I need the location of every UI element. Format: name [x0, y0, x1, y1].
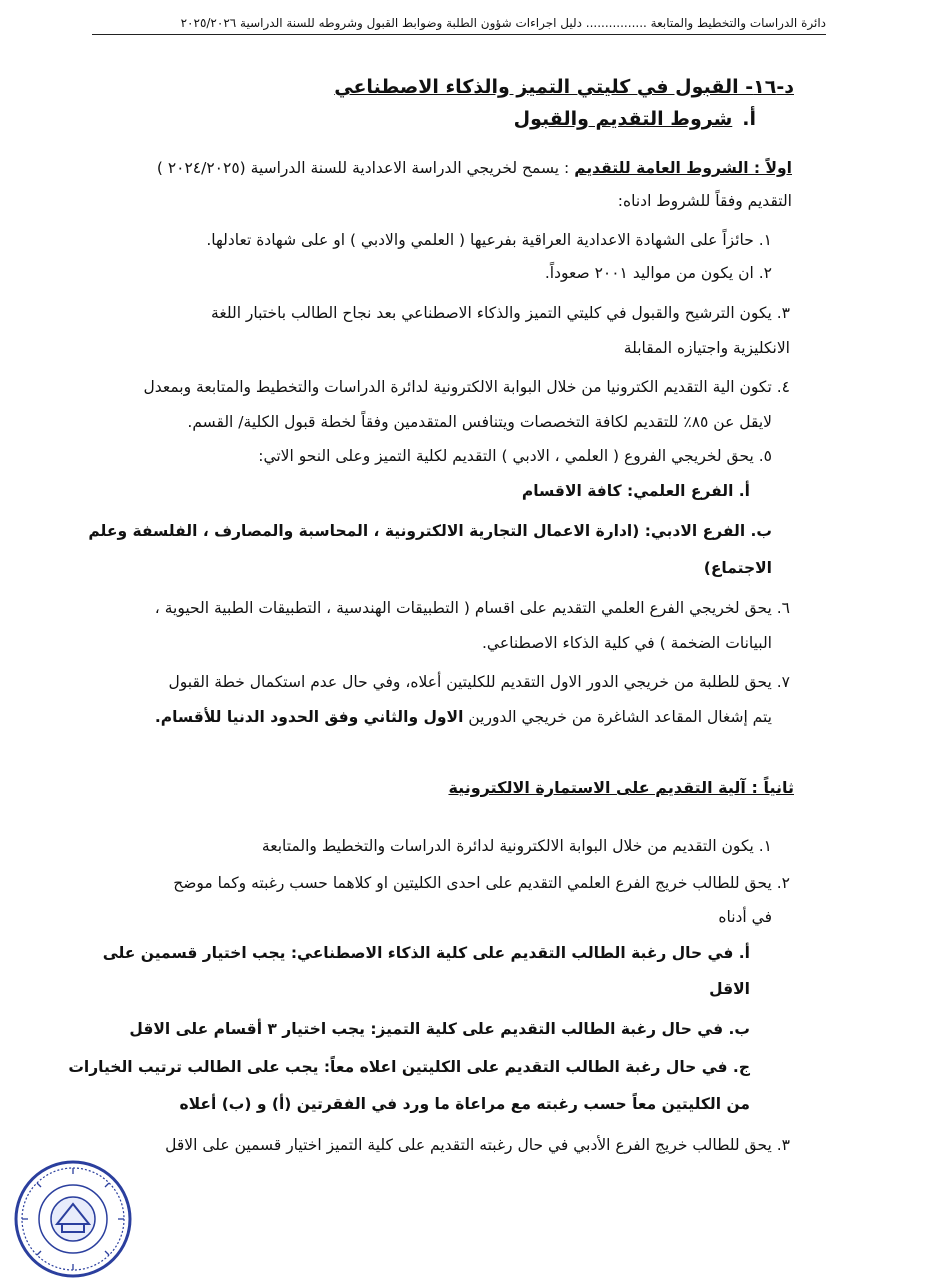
mechanism-item-2c-line-2: من الكليتين معاً حسب رغبته مع مراعاة ما ورد في الفقرتين (أ) و (ب) أعلاه	[179, 1095, 750, 1113]
condition-item-5b-line-1: ب. الفرع الادبي: (ادارة الاعمال التجارية الالكترونية ، المحاسبة والمصارف ، الفلسفة وعلم	[88, 522, 772, 540]
intro-text: : يسمح لخريجي الدراسة الاعدادية للسنة الدراسية (٢٠٢٤/٢٠٢٥ )	[156, 159, 575, 177]
subsection-letter: أ.	[742, 108, 756, 130]
condition-item-6-line-1: ٦. يحق لخريجي الفرع العلمي التقديم على اقسام ( التطبيقات الهندسية ، التطبيقات الطبية الحيوية ،	[154, 599, 790, 617]
official-seal-icon	[12, 1158, 134, 1280]
mechanism-item-2a-line-1: أ. في حال رغبة الطالب التقديم على كلية الذكاء الاصطناعي: يجب اختيار قسمين على	[102, 944, 750, 962]
mechanism-item-2b: ب. في حال رغبة الطالب التقديم على كلية التميز: يجب اختيار ٣ أقسام على الاقل	[129, 1020, 750, 1038]
condition-item-2: ٢. ان يكون من مواليد ٢٠٠١ صعوداً.	[544, 264, 772, 282]
condition-item-5a: أ. الفرع العلمي: كافة الاقسام	[521, 482, 750, 500]
condition-item-4-line-1: ٤. تكون الية التقديم الكترونيا من خلال البوابة الالكترونية لدائرة الدراسات والتخطيط والمتابعة وبمعدل	[143, 378, 790, 396]
subsection-text: شروط التقديم والقبول	[513, 108, 733, 130]
mechanism-item-2-line-1: ٢. يحق للطالب خريج الفرع العلمي التقديم على احدى الكليتين او كلاهما حسب رغبته وكما موضح	[173, 874, 790, 892]
condition-item-3-line-2: الانكليزية واجتيازه المقابلة	[623, 339, 790, 357]
condition-item-3-line-1: ٣. يكون الترشيح والقبول في كليتي التميز والذكاء الاصطناعي بعد نجاح الطالب باختبار اللغة	[211, 304, 790, 322]
condition-item-7-line-1: ٧. يحق للطلبة من خريجي الدور الاول التقديم للكليتين أعلاه، وفي حال عدم استكمال خطة القبول	[168, 673, 790, 691]
mechanism-item-2-line-2: في أدناه	[718, 908, 772, 926]
mechanism-item-2a-line-2: الاقل	[709, 980, 750, 998]
electronic-form-heading: ثانياً : آلية التقديم على الاستمارة الالكترونية	[448, 778, 794, 797]
condition-item-5: ٥. يحق لخريجي الفروع ( العلمي ، الادبي ) التقديم لكلية التميز وعلى النحو الاتي:	[258, 447, 772, 465]
intro-line-2: التقديم وفقاً للشروط ادناه:	[617, 192, 792, 210]
intro-line-1	[112, 157, 792, 179]
condition-item-1: ١. حائزاً على الشهادة الاعدادية العراقية بفرعيها ( العلمي والادبي ) او على شهادة تعادلها.	[206, 231, 772, 249]
mechanism-item-2c-line-1: ج. في حال رغبة الطالب التقديم على الكليتين اعلاه معاً: يجب على الطالب ترتيب الخيارات	[68, 1058, 750, 1076]
page-header: دائرة الدراسات والتخطيط والمتابعة ................ دليل اجراءات شؤون الطلبة وضوابط القبول وشروطه للسنة الدراسية ٢٠٢٥/٢٠٢٦	[92, 16, 826, 35]
condition-item-7-text: يتم إشغال المقاعد الشاغرة من خريجي الدورين	[463, 708, 772, 726]
mechanism-item-1: ١. يكون التقديم من خلال البوابة الالكترونية لدائرة الدراسات والتخطيط والمتابعة	[261, 837, 772, 855]
condition-item-4-line-2: لايقل عن ٨٥٪ للتقديم لكافة التخصصات ويتنافس المتقدمين وفقاً لخطة قبول الكلية/ القسم.	[187, 413, 772, 431]
condition-item-7-bold: الاول والثاني وفق الحدود الدنيا للأقسام.	[154, 708, 464, 726]
condition-item-5b-line-2: الاجتماع)	[703, 559, 772, 577]
general-conditions-heading: اولاً : الشروط العامة للتقديم	[574, 159, 792, 177]
mechanism-item-3: ٣. يحق للطالب خريج الفرع الأدبي في حال رغبته التقديم على كلية التميز اختيار قسمين على الاقل	[165, 1136, 790, 1154]
condition-item-6-line-2: البيانات الضخمة ) في كلية الذكاء الاصطناعي.	[482, 634, 772, 652]
subsection-title	[514, 108, 756, 130]
condition-item-7-line-2	[112, 706, 772, 728]
section-title: د-١٦- القبول في كليتي التميز والذكاء الاصطناعي	[334, 76, 794, 98]
